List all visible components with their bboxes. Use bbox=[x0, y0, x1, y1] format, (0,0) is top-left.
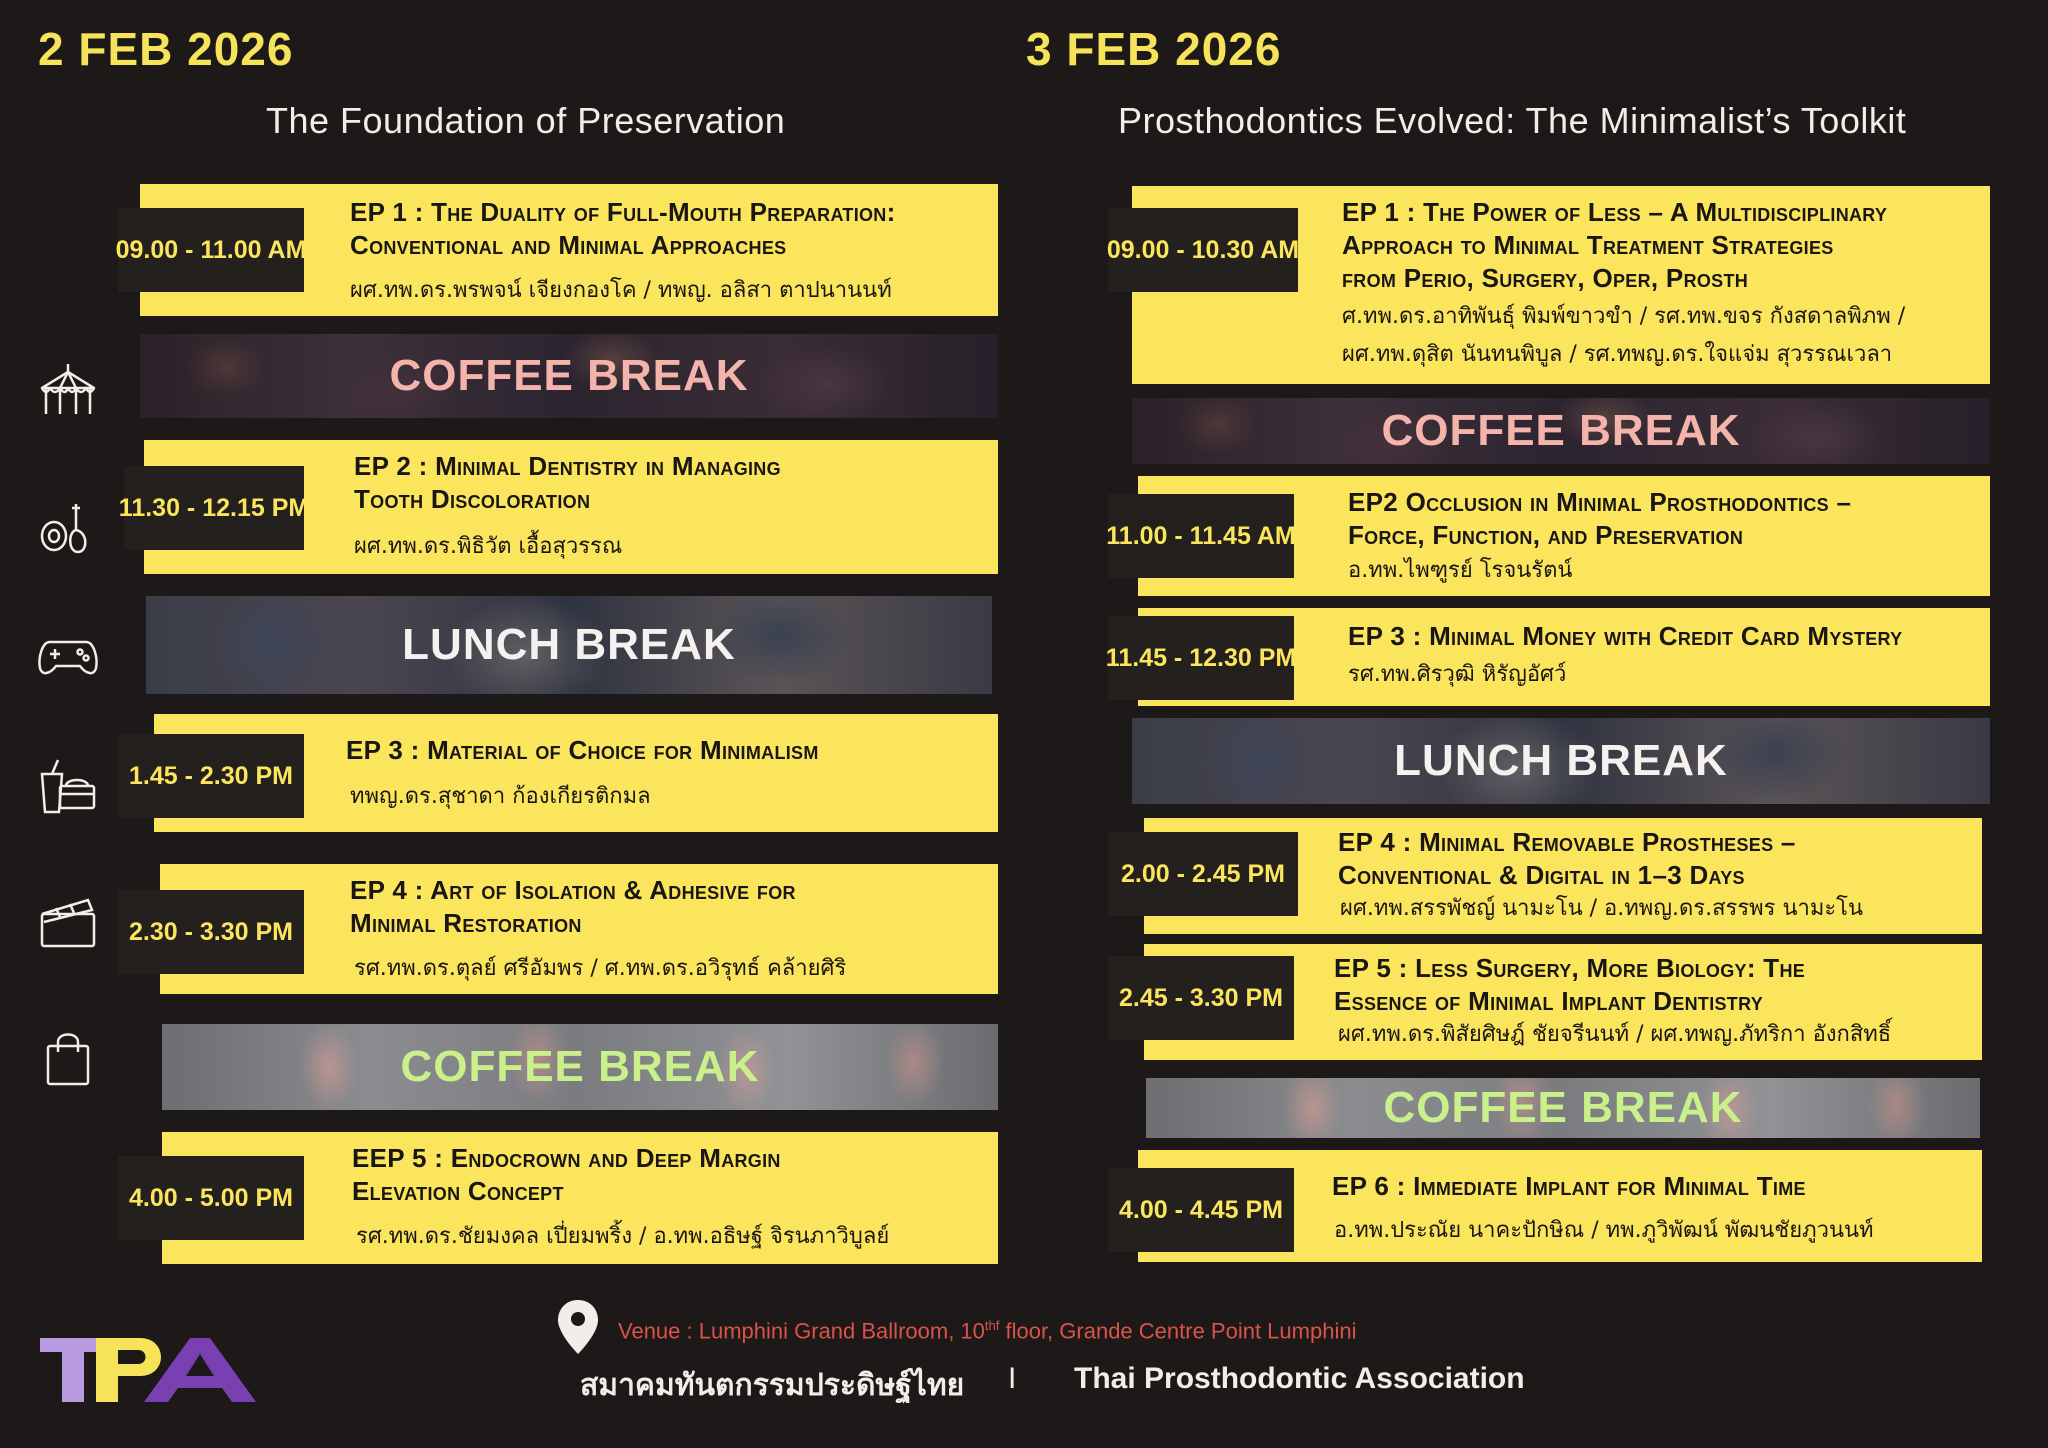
session-time: 2.45 - 3.30 PM bbox=[1108, 956, 1294, 1040]
venue-text bbox=[618, 1318, 1356, 1344]
coffee-break-banner bbox=[140, 334, 998, 418]
session-speakers: รศ.ทพ.ดร.ตุลย์ ศรีอัมพร / ศ.ทพ.ดร.อวิรุทธ์ คล้ายศิริ bbox=[354, 956, 847, 981]
session-time: 4.00 - 4.45 PM bbox=[1108, 1168, 1294, 1252]
lunch-break-banner bbox=[1132, 718, 1990, 804]
session-speakers: ผศ.ทพ.ดร.พิสัยศิษฎ์ ชัยจรีนนท์ / ผศ.ทพญ.ภัทริกา อังกสิทธิ์ bbox=[1338, 1022, 1892, 1047]
session-title: EP 6 : Immediate Implant for Minimal Time bbox=[1332, 1171, 1806, 1201]
break-label: LUNCH BREAK bbox=[402, 620, 736, 669]
session-time: 09.00 - 10.30 AM bbox=[1108, 208, 1298, 292]
session-title: EEP 5 : Endocrown and Deep Margin Elevation Concept bbox=[352, 1143, 781, 1206]
break-label: COFFEE BREAK bbox=[400, 1042, 760, 1091]
session-title: EP 4 : Art of Isolation & Adhesive for Minimal Restoration bbox=[350, 875, 796, 938]
clapperboard-icon bbox=[36, 890, 100, 954]
venue-sup: thf bbox=[984, 1318, 1000, 1333]
day2-subtitle: Prosthodontics Evolved: The Minimalist’s Toolkit bbox=[1118, 100, 1907, 141]
day2-date: 3 FEB 2026 bbox=[1026, 23, 1282, 75]
association-thai-name: สมาคมทันตกรรมประดิษฐ์ไทย bbox=[580, 1369, 965, 1402]
session-speakers: รศ.ทพ.ศิรวุฒิ หิรัญอัศว์ bbox=[1348, 662, 1567, 687]
circus-tent-icon bbox=[36, 360, 100, 424]
session-time: 4.00 - 5.00 PM bbox=[118, 1156, 304, 1240]
coffee-break-banner bbox=[1132, 398, 1990, 464]
venue-suffix: floor, Grande Centre Point Lumphini bbox=[999, 1318, 1357, 1344]
day1-date: 2 FEB 2026 bbox=[38, 23, 294, 75]
lunch-break-banner bbox=[146, 596, 992, 694]
session-time: 11.45 - 12.30 PM bbox=[1108, 616, 1294, 700]
break-label: COFFEE BREAK bbox=[389, 351, 749, 400]
break-label: LUNCH BREAK bbox=[1394, 736, 1728, 785]
session-speakers: รศ.ทพ.ดร.ชัยมงคล เปี่ยมพริ้ง / อ.ทพ.อธิษฐ์ จิรนภาวิบูลย์ bbox=[356, 1224, 890, 1249]
footer-separator: I bbox=[1008, 1362, 1017, 1395]
session-speakers: ผศ.ทพ.ดร.พิธิวัต เอื้อสุวรรณ bbox=[354, 534, 623, 559]
session-title: EP2 Occlusion in Minimal Prosthodontics – Force, Function, and Preservation bbox=[1348, 487, 1852, 550]
music-instruments-icon bbox=[36, 496, 100, 560]
session-speakers: อ.ทพ.ประณัย นาคะปักษิณ / ทพ.ภูวิพัฒน์ พัฒนชัยภูวนนท์ bbox=[1334, 1218, 1874, 1243]
coffee-break-banner bbox=[1146, 1078, 1980, 1138]
session-speakers: ผศ.ทพ.สรรพัชญ์ นามะโน / อ.ทพญ.ดร.สรรพร นามะโน bbox=[1340, 896, 1864, 921]
session-title: EP 5 : Less Surgery, More Biology: The Essence of Minimal Implant Dentistry bbox=[1334, 953, 1806, 1016]
fast-food-icon bbox=[36, 756, 100, 820]
break-label: COFFEE BREAK bbox=[1383, 1083, 1743, 1132]
session-time: 2.00 - 2.45 PM bbox=[1108, 832, 1298, 916]
session-speakers: ศ.ทพ.ดร.อาทิพันธุ์ พิมพ์ขาวขำ / รศ.ทพ.ขจร กังสดาลพิภพ / ผศ.ทพ.ดุสิต นันทนพิบูล / รศ.ทพญ.ดร.ใจแจ่ม สุวรรณเวลา bbox=[1342, 304, 1906, 367]
session-time: 1.45 - 2.30 PM bbox=[118, 734, 304, 818]
session-time: 09.00 - 11.00 AM bbox=[118, 208, 304, 292]
session-time: 2.30 - 3.30 PM bbox=[118, 890, 304, 974]
day1-subtitle: The Foundation of Preservation bbox=[266, 100, 786, 141]
session-title: EP 1 : The Duality of Full-Mouth Preparation: Conventional and Minimal Approaches bbox=[350, 197, 896, 260]
session-title: EP 3 : Material of Choice for Minimalism bbox=[346, 735, 819, 765]
session-speakers: ทพญ.ดร.สุชาดา ก้องเกียรติกมล bbox=[350, 784, 651, 809]
session-time: 11.30 - 12.15 PM bbox=[124, 466, 304, 550]
venue-prefix: Venue : Lumphini Grand Ballroom, 10 bbox=[618, 1318, 985, 1344]
session-speakers: ผศ.ทพ.ดร.พรพจน์ เจียงกองโค / ทพญ. อลิสา ตาปนานนท์ bbox=[350, 278, 892, 303]
session-title: EP 4 : Minimal Removable Prostheses – Conventional & Digital in 1–3 Days bbox=[1338, 827, 1796, 890]
coffee-break-banner bbox=[162, 1024, 998, 1110]
association-english-name: Thai Prosthodontic Association bbox=[1074, 1362, 1525, 1395]
break-label: COFFEE BREAK bbox=[1381, 406, 1741, 455]
gamepad-icon bbox=[36, 622, 100, 686]
session-speakers: อ.ทพ.ไพฑูรย์ โรจนรัตน์ bbox=[1348, 558, 1573, 583]
tpa-logo bbox=[40, 1334, 270, 1406]
session-title: EP 2 : Minimal Dentistry in Managing Tooth Discoloration bbox=[354, 451, 781, 514]
session-title: EP 1 : The Power of Less – A Multidisciplinary Approach to Minimal Treatment Strategies from Perio, Surgery, Oper, Prosth bbox=[1342, 197, 1888, 293]
location-pin-icon bbox=[556, 1298, 600, 1356]
session-time: 11.00 - 11.45 AM bbox=[1108, 494, 1294, 578]
session-title: EP 3 : Minimal Money with Credit Card Mystery bbox=[1348, 621, 1903, 651]
shopping-bag-icon bbox=[36, 1026, 100, 1090]
